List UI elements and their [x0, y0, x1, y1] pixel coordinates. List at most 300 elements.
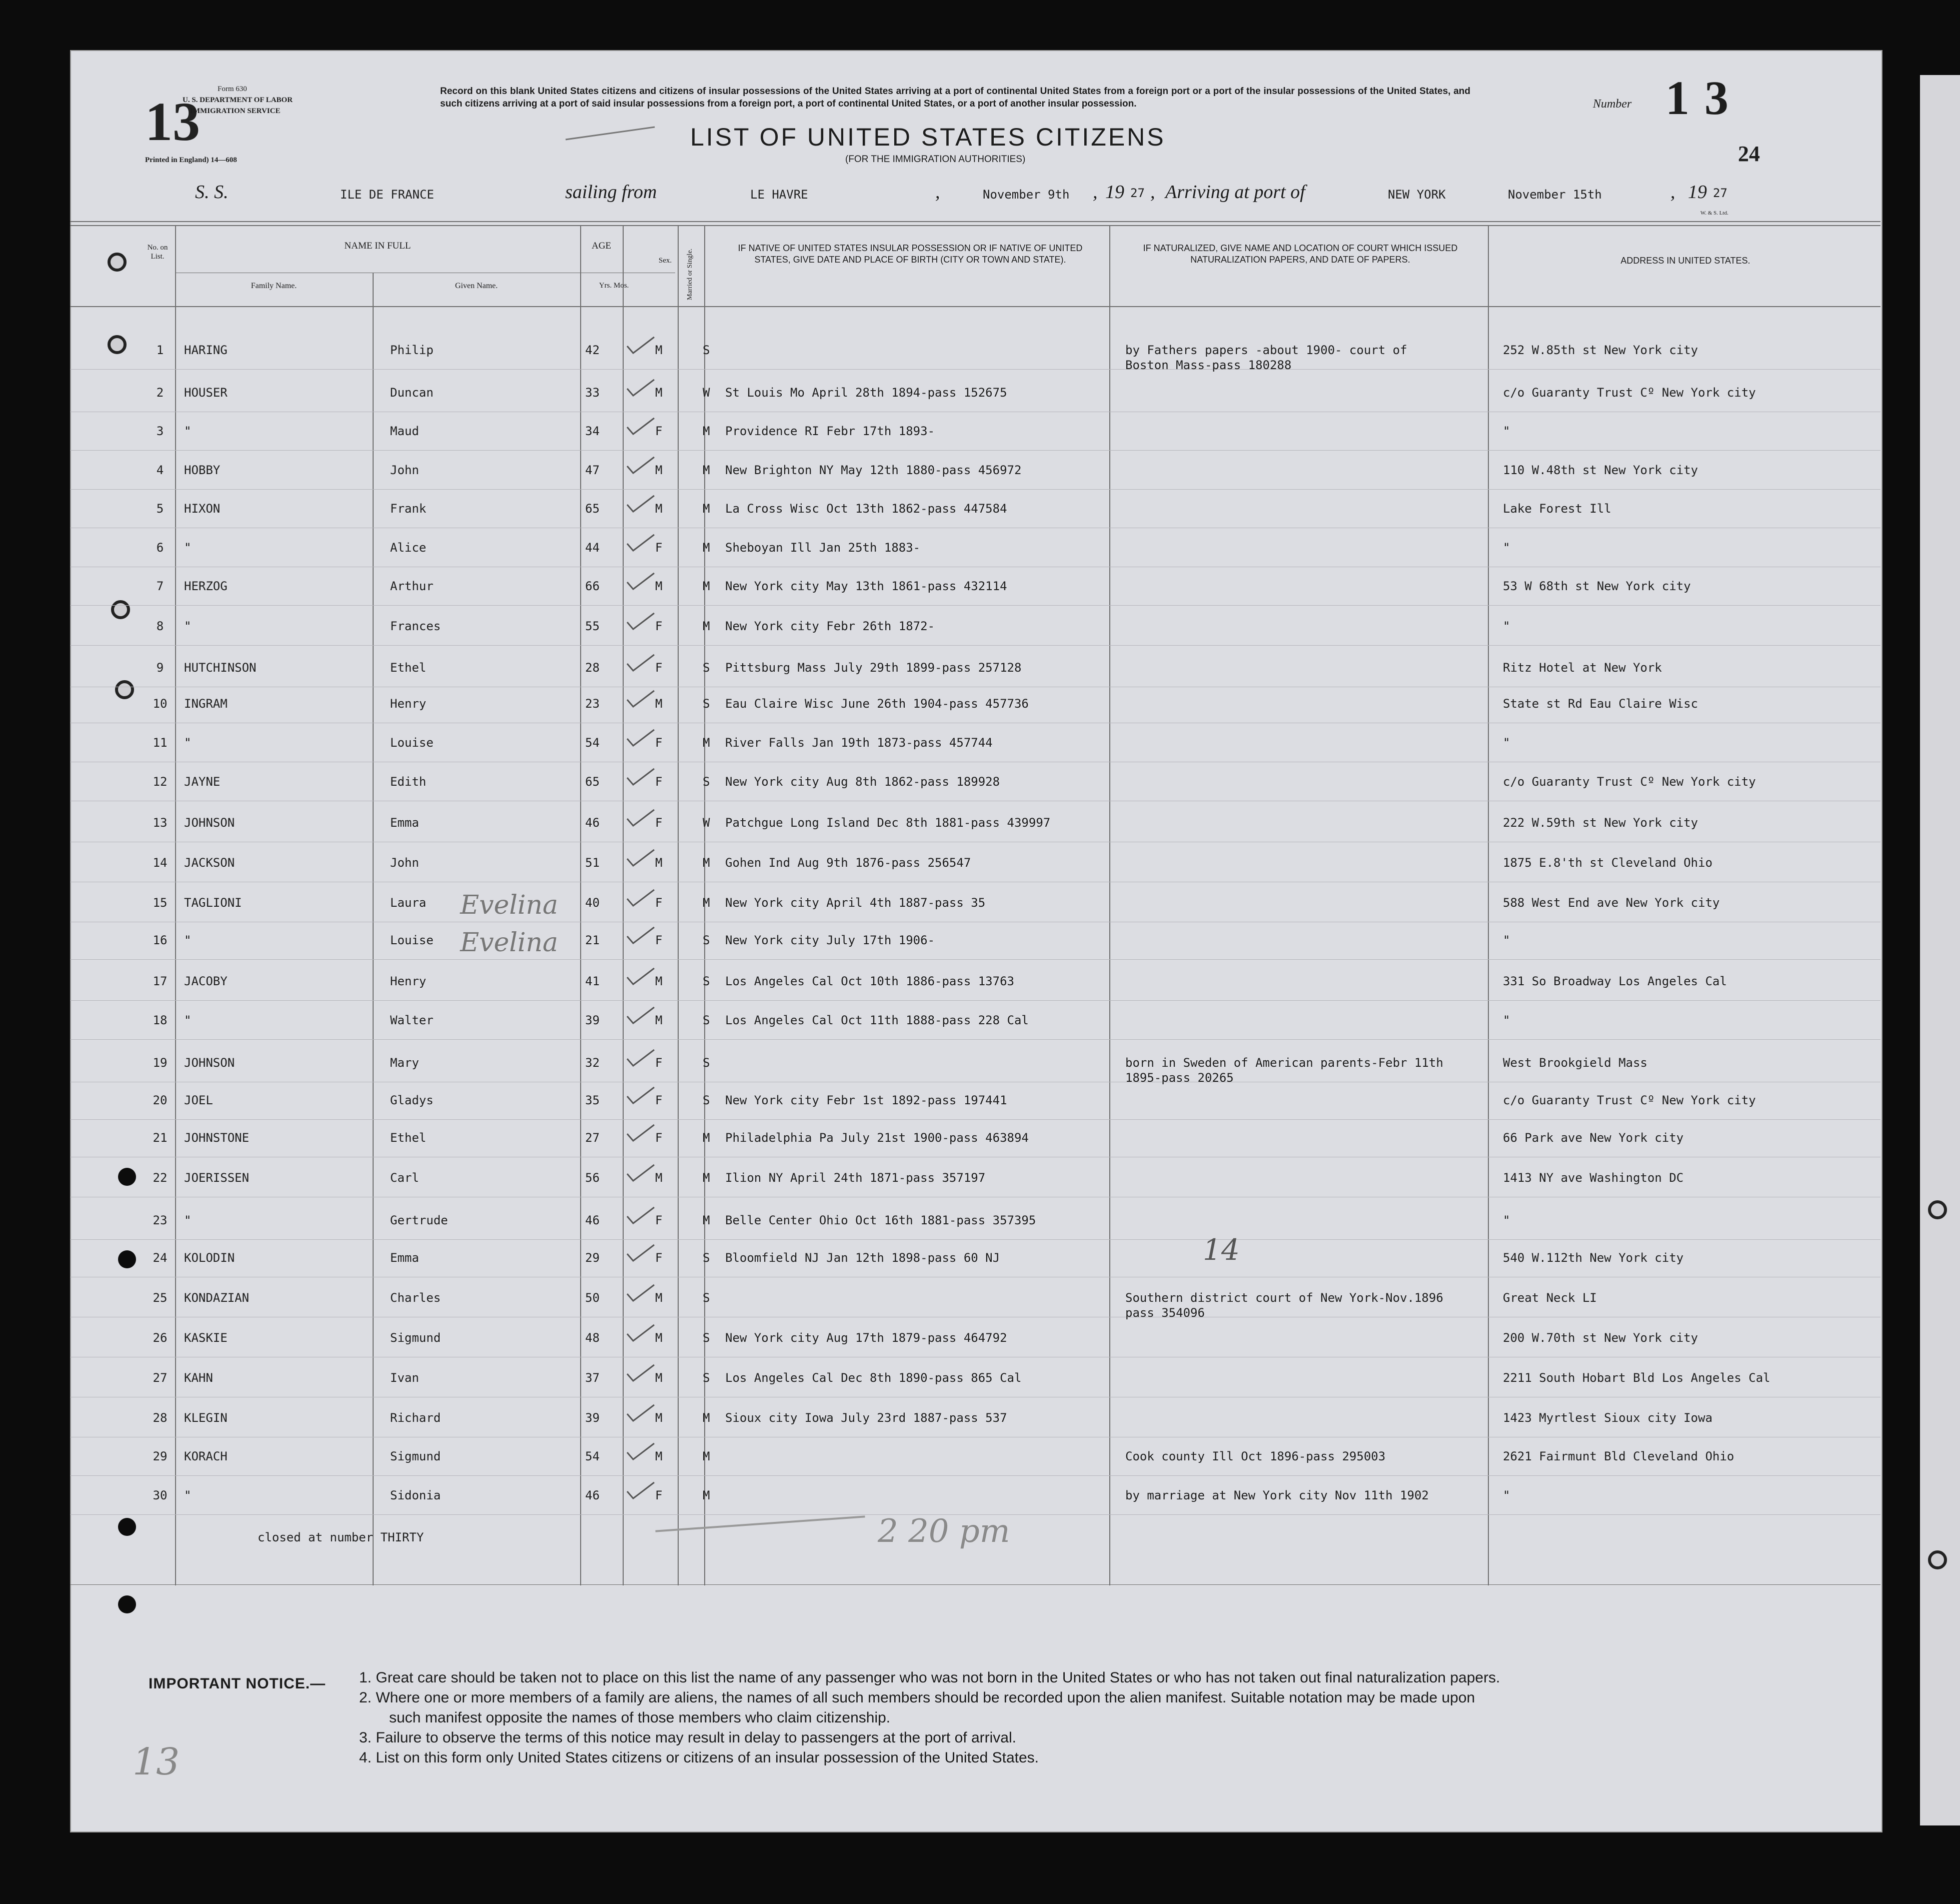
marital-status: S [703, 933, 710, 947]
birth-place-date: Philadelphia Pa July 21st 1900-pass 463894 [725, 1131, 1029, 1145]
us-address: c/o Guaranty Trust Cº New York city [1503, 386, 1756, 400]
us-address: 66 Park ave New York city [1503, 1131, 1684, 1145]
sex: M [655, 697, 663, 711]
number-value: 13 [1665, 71, 1743, 125]
family-name: " [184, 1213, 192, 1227]
family-name: " [184, 933, 192, 947]
naturalization-cont: Boston Mass-pass 180288 [1125, 358, 1292, 372]
given-name: Sigmund [390, 1331, 441, 1345]
check-mark-icon [625, 767, 655, 787]
age-years: 29 [585, 1251, 600, 1265]
handwritten-evelina: Evelina [460, 928, 558, 958]
us-address: 540 W.112th New York city [1503, 1251, 1684, 1265]
year-prefix: 19 [1105, 182, 1124, 203]
binder-ring [115, 680, 134, 699]
row-number: 26 [153, 1331, 168, 1345]
check-mark-icon [625, 888, 655, 908]
age-years: 27 [585, 1131, 600, 1145]
birth-place-date: Los Angeles Cal Oct 11th 1888-pass 228 Cal [725, 1013, 1029, 1027]
row-number: 5 [156, 502, 164, 516]
birth-place-date: Ilion NY April 24th 1871-pass 357197 [725, 1171, 986, 1185]
sex: M [655, 856, 663, 870]
row-number: 22 [153, 1171, 168, 1185]
us-address: West Brookgield Mass [1503, 1056, 1647, 1070]
naturalization: Cook county Ill Oct 1896-pass 295003 [1125, 1449, 1386, 1463]
age-years: 40 [585, 896, 600, 910]
age-years: 46 [585, 816, 600, 830]
marital-status: M [703, 541, 710, 555]
row-number: 28 [153, 1411, 168, 1425]
sex: F [655, 1131, 663, 1145]
given-name: Maud [390, 424, 419, 438]
check-mark-icon [625, 808, 655, 828]
sex: F [655, 896, 663, 910]
us-address: 2211 South Hobart Bld Los Angeles Cal [1503, 1371, 1770, 1385]
sex: F [655, 661, 663, 675]
family-name: " [184, 424, 192, 438]
marital-status: M [703, 1171, 710, 1185]
check-mark-icon [625, 571, 655, 591]
binder-ring [108, 335, 127, 354]
us-address: 200 W.70th st New York city [1503, 1331, 1698, 1345]
comma: , [1670, 182, 1675, 203]
row-number: 13 [153, 816, 168, 830]
sex: M [655, 1371, 663, 1385]
col-header-yrs: Yrs. Mos. [599, 282, 629, 290]
row-number: 25 [153, 1291, 168, 1305]
col-header-family: Family Name. [251, 282, 297, 290]
col-rule [1488, 225, 1489, 1585]
check-mark-icon [625, 653, 655, 673]
check-mark-icon [625, 533, 655, 553]
us-address: 1423 Myrtlest Sioux city Iowa [1503, 1411, 1713, 1425]
given-name: Arthur [390, 579, 434, 593]
col-rule [678, 225, 679, 1585]
sex: F [655, 1251, 663, 1265]
row-number: 3 [156, 424, 164, 438]
row-number: 29 [153, 1449, 168, 1463]
birth-place-date: New York city April 4th 1887-pass 35 [725, 896, 986, 910]
given-name: Emma [390, 1251, 419, 1265]
arriving-label: Arriving at port of [1165, 182, 1305, 203]
binder-ring [108, 253, 127, 272]
birth-place-date: Sioux city Iowa July 23rd 1887-pass 537 [725, 1411, 1007, 1425]
binder-hole [118, 1518, 136, 1536]
row-rule [70, 1000, 1880, 1001]
age-years: 28 [585, 661, 600, 675]
us-address: " [1503, 1488, 1510, 1502]
age-years: 55 [585, 619, 600, 633]
row-rule [70, 1119, 1880, 1120]
sex: F [655, 816, 663, 830]
family-name: " [184, 619, 192, 633]
given-name: Edith [390, 775, 427, 789]
binder-ring [1928, 1550, 1947, 1569]
marital-status: S [703, 775, 710, 789]
service: IMMIGRATION SERVICE [190, 107, 281, 115]
check-mark-icon [625, 1323, 655, 1343]
family-name: JOHNSON [184, 816, 235, 830]
family-name: " [184, 736, 192, 750]
birth-place-date: Patchgue Long Island Dec 8th 1881-pass 439997 [725, 816, 1051, 830]
family-name: KASKIE [184, 1331, 228, 1345]
birth-place-date: St Louis Mo April 28th 1894-pass 152675 [725, 386, 1007, 400]
check-mark-icon [625, 1441, 655, 1461]
check-mark-icon [625, 1283, 655, 1303]
sex: F [655, 541, 663, 555]
row-rule [70, 645, 1880, 646]
row-number: 11 [153, 736, 168, 750]
check-mark-icon [625, 1363, 655, 1383]
row-rule [70, 489, 1880, 490]
sex: M [655, 1013, 663, 1027]
check-mark-icon [625, 1085, 655, 1105]
ship-name: ILE DE FRANCE [340, 188, 434, 202]
sex: F [655, 775, 663, 789]
col-header-marital: Married or Single. [686, 248, 694, 300]
marital-status: W [703, 386, 710, 400]
arrival-year-prefix: 19 [1688, 182, 1707, 203]
family-name: HOBBY [184, 463, 221, 477]
us-address: 2621 Fairmunt Bld Cleveland Ohio [1503, 1449, 1734, 1463]
us-address: 1413 NY ave Washington DC [1503, 1171, 1684, 1185]
given-name: Richard [390, 1411, 441, 1425]
row-number: 17 [153, 974, 168, 988]
marital-status: M [703, 502, 710, 516]
age-years: 21 [585, 933, 600, 947]
col-rule [580, 225, 581, 1585]
us-address: c/o Guaranty Trust Cº New York city [1503, 1093, 1756, 1107]
row-number: 4 [156, 463, 164, 477]
age-years: 46 [585, 1488, 600, 1502]
family-name: JAYNE [184, 775, 221, 789]
age-years: 39 [585, 1013, 600, 1027]
marital-status: M [703, 896, 710, 910]
birth-place-date: New York city Aug 8th 1862-pass 189928 [725, 775, 1000, 789]
us-address: 252 W.85th st New York city [1503, 343, 1698, 357]
row-number: 23 [153, 1213, 168, 1227]
row-number: 14 [153, 856, 168, 870]
given-name: Walter [390, 1013, 434, 1027]
col-header-age: AGE [591, 241, 612, 251]
age-years: 47 [585, 463, 600, 477]
us-address: " [1503, 736, 1510, 750]
given-name: Louise [390, 933, 434, 947]
sex: F [655, 1488, 663, 1502]
marital-status: M [703, 736, 710, 750]
handwritten-14: 14 [1203, 1233, 1240, 1267]
row-number: 10 [153, 697, 168, 711]
given-name: Frank [390, 502, 427, 516]
given-name: Laura [390, 896, 427, 910]
table-top-rule [70, 225, 1880, 226]
age-years: 46 [585, 1213, 600, 1227]
page-subtitle: (FOR THE IMMIGRATION AUTHORITIES) [845, 154, 1026, 165]
marital-status: M [703, 579, 710, 593]
row-number: 1 [156, 343, 164, 357]
notice-item: 3. Failure to observe the terms of this notice may result in delay to passengers at the port of arrival. [359, 1729, 1016, 1746]
age-years: 42 [585, 343, 600, 357]
given-name: Carl [390, 1171, 419, 1185]
marital-status: S [703, 1371, 710, 1385]
given-name: Sigmund [390, 1449, 441, 1463]
printed-note: Printed in England) 14—608 [145, 156, 237, 164]
age-years: 65 [585, 502, 600, 516]
check-mark-icon [625, 848, 655, 868]
family-name: INGRAM [184, 697, 228, 711]
check-mark-icon [625, 1005, 655, 1025]
marital-status: S [703, 1013, 710, 1027]
check-mark-icon [625, 494, 655, 514]
marital-status: W [703, 816, 710, 830]
sex: M [655, 463, 663, 477]
row-number: 27 [153, 1371, 168, 1385]
marital-status: M [703, 1411, 710, 1425]
marital-status: M [703, 619, 710, 633]
comma: , [935, 182, 940, 203]
row-number: 16 [153, 933, 168, 947]
row-rule [70, 369, 1880, 370]
row-rule [70, 959, 1880, 960]
us-address: Great Neck LI [1503, 1291, 1597, 1305]
given-name: Ivan [390, 1371, 419, 1385]
sex: F [655, 1056, 663, 1070]
check-mark-icon [625, 1163, 655, 1183]
given-name: Henry [390, 974, 427, 988]
sex: M [655, 343, 663, 357]
marital-status: S [703, 343, 710, 357]
check-mark-icon [625, 966, 655, 986]
sex: M [655, 1291, 663, 1305]
row-number: 20 [153, 1093, 168, 1107]
check-mark-icon [625, 335, 655, 355]
row-number: 21 [153, 1131, 168, 1145]
birth-place-date: New York city July 17th 1906- [725, 933, 935, 947]
birth-place-date: Belle Center Ohio Oct 16th 1881-pass 357395 [725, 1213, 1036, 1227]
us-address: 1875 E.8'th st Cleveland Ohio [1503, 856, 1713, 870]
row-number: 6 [156, 541, 164, 555]
arrival-port: NEW YORK [1388, 188, 1446, 202]
naturalization: by Fathers papers -about 1900- court of [1125, 343, 1407, 357]
family-name: " [184, 541, 192, 555]
sex: M [655, 974, 663, 988]
family-name: JACKSON [184, 856, 235, 870]
given-name: Charles [390, 1291, 441, 1305]
corner-number: 24 [1738, 142, 1760, 166]
printer-mark: W. & S. Ltd. [1700, 210, 1728, 216]
sex: M [655, 386, 663, 400]
given-name: Philip [390, 343, 434, 357]
row-number: 30 [153, 1488, 168, 1502]
row-number: 7 [156, 579, 164, 593]
given-name: Emma [390, 816, 419, 830]
age-years: 39 [585, 1411, 600, 1425]
naturalization-cont: pass 354096 [1125, 1306, 1205, 1320]
age-years: 41 [585, 974, 600, 988]
table-top-rule [70, 221, 1880, 222]
check-mark-icon [625, 1243, 655, 1263]
us-address: Lake Forest Ill [1503, 502, 1611, 516]
manifest-sheet [70, 50, 1882, 1832]
us-address: " [1503, 933, 1510, 947]
age-years: 37 [585, 1371, 600, 1385]
row-number: 19 [153, 1056, 168, 1070]
us-address: " [1503, 619, 1510, 633]
family-name: JOHNSON [184, 1056, 235, 1070]
sex: F [655, 619, 663, 633]
binder-ring [111, 600, 130, 619]
arrival-year-suffix: 27 [1713, 186, 1727, 200]
family-name: KLEGIN [184, 1411, 228, 1425]
page-title: LIST OF UNITED STATES CITIZENS [690, 123, 1166, 151]
col-header-no: No. on List. [147, 244, 168, 261]
row-rule [70, 1239, 1880, 1240]
age-years: 50 [585, 1291, 600, 1305]
age-years: 32 [585, 1056, 600, 1070]
sex: M [655, 502, 663, 516]
given-name: Ethel [390, 1131, 427, 1145]
col-header-naturalized: IF NATURALIZED, GIVE NAME AND LOCATION OF COURT WHICH ISSUED NATURALIZATION PAPERS, AND DATE OF PAPERS. [1143, 243, 1458, 265]
marital-status: M [703, 1488, 710, 1502]
marital-status: S [703, 697, 710, 711]
family-name: TAGLIONI [184, 896, 242, 910]
age-years: 35 [585, 1093, 600, 1107]
col-rule [175, 225, 176, 1585]
given-name: Duncan [390, 386, 434, 400]
naturalization-cont: 1895-pass 20265 [1125, 1071, 1234, 1085]
check-mark-icon [625, 1205, 655, 1225]
col-header-sex: Sex. [658, 257, 672, 265]
naturalization: born in Sweden of American parents-Febr 11th [1125, 1056, 1443, 1070]
marital-status: S [703, 1331, 710, 1345]
check-mark-icon [625, 925, 655, 945]
family-name: JACOBY [184, 974, 228, 988]
check-mark-icon [625, 728, 655, 748]
age-years: 34 [585, 424, 600, 438]
birth-place-date: Gohen Ind Aug 9th 1876-pass 256547 [725, 856, 971, 870]
check-mark-icon [625, 1480, 655, 1500]
family-name: JOEL [184, 1093, 213, 1107]
sex: M [655, 1449, 663, 1463]
age-years: 54 [585, 736, 600, 750]
closing-note: closed at number THIRTY [258, 1530, 424, 1544]
row-number: 18 [153, 1013, 168, 1027]
given-name: Mary [390, 1056, 419, 1070]
age-years: 33 [585, 386, 600, 400]
binder-ring [1928, 1200, 1947, 1219]
family-name: HUTCHINSON [184, 661, 257, 675]
form-number: Form 630 [218, 85, 247, 93]
number-label: Number [1593, 98, 1632, 111]
birth-place-date: Providence RI Febr 17th 1893- [725, 424, 935, 438]
given-name: Gertrude [390, 1213, 448, 1227]
departure-port: LE HAVRE [750, 188, 808, 202]
birth-place-date: River Falls Jan 19th 1873-pass 457744 [725, 736, 993, 750]
year-suffix: 27 [1130, 186, 1145, 200]
row-number: 12 [153, 775, 168, 789]
family-name: HOUSER [184, 386, 228, 400]
row-rule [70, 1039, 1880, 1040]
col-rule [623, 225, 624, 1585]
birth-place-date: Los Angeles Cal Oct 10th 1886-pass 13763 [725, 974, 1014, 988]
family-name: JOERISSEN [184, 1171, 250, 1185]
birth-place-date: Los Angeles Cal Dec 8th 1890-pass 865 Cal [725, 1371, 1022, 1385]
given-name: Henry [390, 697, 427, 711]
check-mark-icon [625, 611, 655, 631]
given-name: John [390, 856, 419, 870]
row-number: 2 [156, 386, 164, 400]
us-address: 110 W.48th st New York city [1503, 463, 1698, 477]
family-name: HARING [184, 343, 228, 357]
us-address: " [1503, 1013, 1510, 1027]
family-name: KOLODIN [184, 1251, 235, 1265]
us-address: " [1503, 541, 1510, 555]
age-years: 48 [585, 1331, 600, 1345]
handwritten-time: 2 20 pm [878, 1513, 1010, 1550]
binder-hole [118, 1250, 136, 1268]
birth-place-date: Pittsburg Mass July 29th 1899-pass 257128 [725, 661, 1022, 675]
notice-item: 2. Where one or more members of a family are aliens, the names of all such members should be recorded upon the alien manifest. Suitable notation may be made upon [359, 1689, 1475, 1706]
family-name: HERZOG [184, 579, 228, 593]
binder-hole [118, 1595, 136, 1613]
handwritten-bottom-13: 13 [133, 1740, 180, 1783]
header-bottom-rule [70, 306, 1880, 307]
handwritten-evelina: Evelina [460, 890, 558, 920]
row-number: 9 [156, 661, 164, 675]
us-address: 588 West End ave New York city [1503, 896, 1720, 910]
sex: M [655, 1411, 663, 1425]
birth-place-date: New Brighton NY May 12th 1880-pass 456972 [725, 463, 1022, 477]
marital-status: S [703, 1056, 710, 1070]
sex: M [655, 579, 663, 593]
age-years: 23 [585, 697, 600, 711]
marital-status: S [703, 1251, 710, 1265]
check-mark-icon [625, 1048, 655, 1068]
marital-status: M [703, 1131, 710, 1145]
notice-item: 4. List on this form only United States citizens or citizens of an insular possession of the United States. [359, 1749, 1039, 1766]
sex: M [655, 1171, 663, 1185]
given-name: Ethel [390, 661, 427, 675]
age-years: 56 [585, 1171, 600, 1185]
us-address: " [1503, 1213, 1510, 1227]
family-name: KONDAZIAN [184, 1291, 250, 1305]
given-name: Louise [390, 736, 434, 750]
ss-label: S. S. [195, 182, 229, 203]
sailing-label: sailing from [565, 182, 657, 203]
check-mark-icon [625, 416, 655, 436]
table-bottom-rule [70, 1584, 1880, 1585]
given-name: Alice [390, 541, 427, 555]
sex: F [655, 736, 663, 750]
given-name: Gladys [390, 1093, 434, 1107]
sex: M [655, 1331, 663, 1345]
us-address: 331 So Broadway Los Angeles Cal [1503, 974, 1727, 988]
sex: F [655, 424, 663, 438]
birth-place-date: La Cross Wisc Oct 13th 1862-pass 447584 [725, 502, 1007, 516]
birth-place-date: New York city Febr 26th 1872- [725, 619, 935, 633]
row-number: 24 [153, 1251, 168, 1265]
marital-status: S [703, 974, 710, 988]
naturalization: Southern district court of New York-Nov.1896 [1125, 1291, 1443, 1305]
col-rule [373, 273, 374, 1585]
col-header-name: NAME IN FULL [344, 241, 411, 251]
us-address: c/o Guaranty Trust Cº New York city [1503, 775, 1756, 789]
us-address: " [1503, 424, 1510, 438]
comma: , [1150, 182, 1155, 203]
check-mark-icon [625, 1403, 655, 1423]
birth-place-date: New York city Aug 17th 1879-pass 464792 [725, 1331, 1007, 1345]
notice-item: such manifest opposite the names of those members who claim citizenship. [389, 1709, 891, 1726]
